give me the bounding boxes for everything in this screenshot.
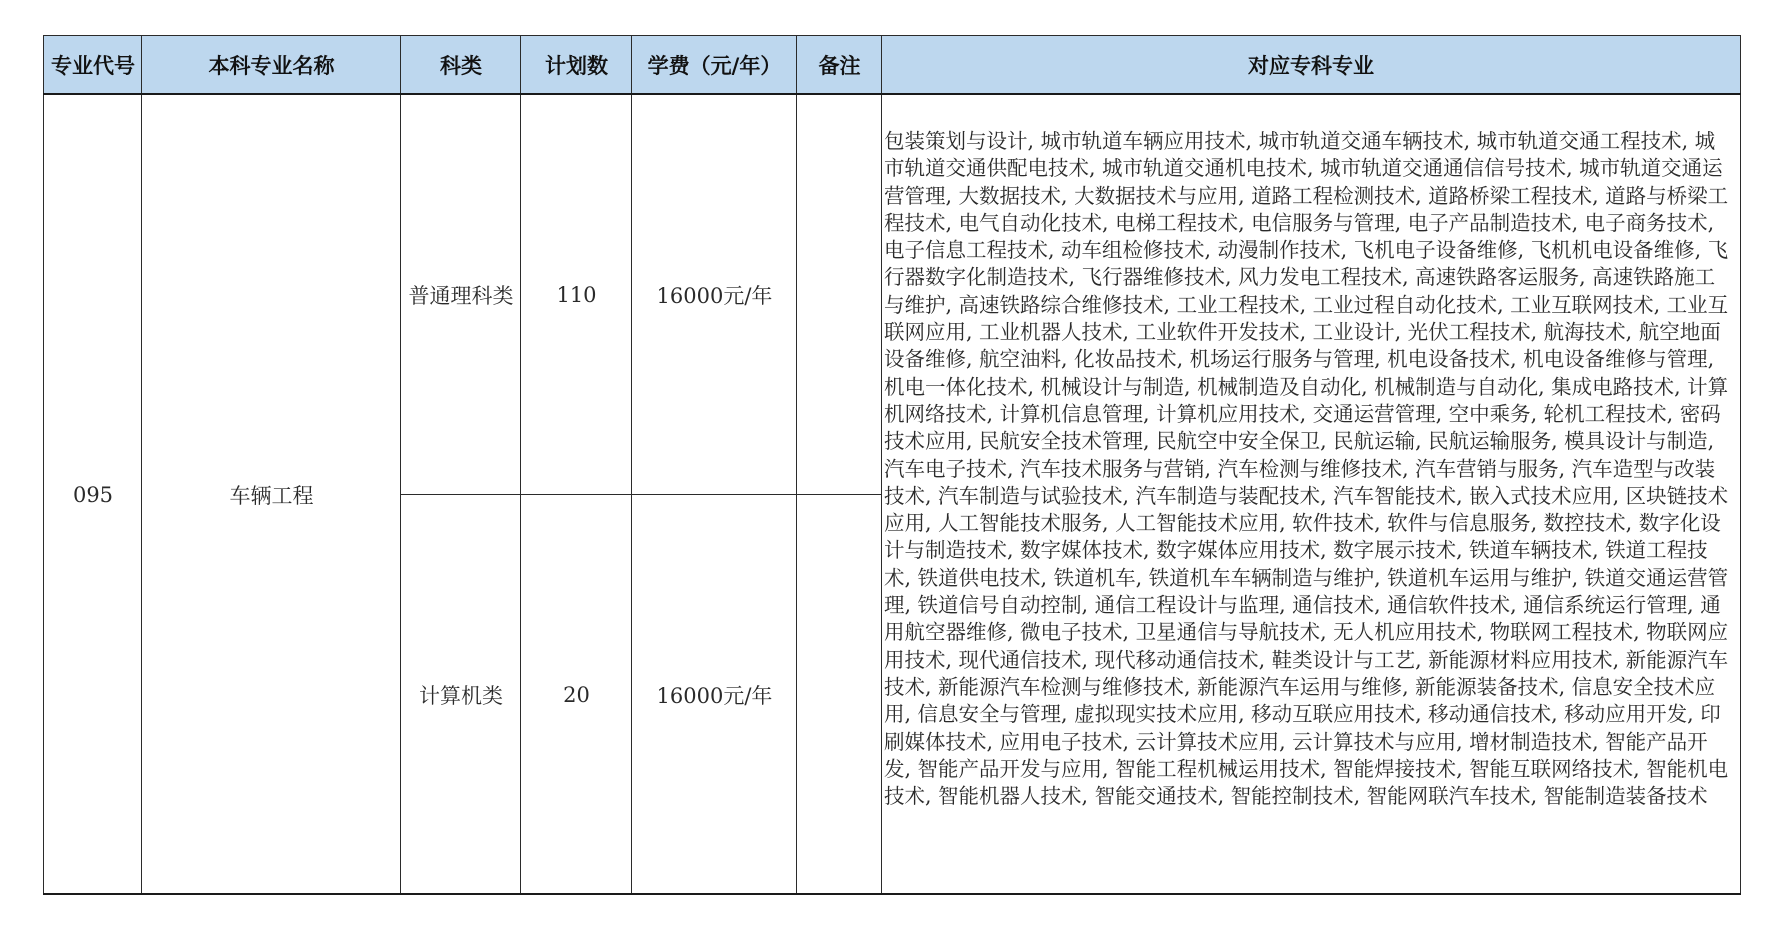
grid-line [520, 35, 521, 895]
header-name-label: 本科专业名称 [208, 53, 335, 78]
grid-line [400, 494, 882, 495]
header-name [142, 36, 401, 93]
header-related-label: 对应专科专业 [1248, 53, 1374, 78]
grid-line [400, 35, 401, 895]
tuition-cell-2 [632, 495, 797, 895]
tuition-cell-1 [632, 95, 797, 495]
grid-line [43, 35, 1741, 36]
header-plan-label: 计划数 [545, 53, 608, 78]
plan-1: 110 [556, 283, 597, 307]
header-remark [797, 36, 882, 93]
related-majors-text: 包装策划与设计, 城市轨道车辆应用技术, 城市轨道交通车辆技术, 城市轨道交通工程技术, 城市轨道交通供配电技术, 城市轨道交通机电技术, 城市轨道交通通信信号技术, 城市轨道交通运营管理, 大数据技术, 大数据技术与应用, 道路工程检测技术, 道路桥梁工程技术, 道路与桥梁工程技术, 电气自动化技术, 电梯工程技术, 电信服务与管理, 电子产品制造技术, 电子商务技术, 电子信息工程技术, 动车组检修技术, 动漫制作技术, 飞机电子设备维修, 飞机机电设备维修, 飞行器数字化制造技术, 飞行器维修技术, 风力发电工程技术, 高速铁路客运服务, 高速铁路施工与维护, 高速铁路综合维修技术, 工业工程技术, 工业过程自动化技术, 工业互联网技术, 工业互联网应用, 工业机器人技术, 工业软件开发技术, 工业设计, 光伏工程技术, 航海技术, 航空地面设备维修, 航空油料, 化妆品技术, 机场运行服务与管理, 机电设备技术, 机电设备维修与管理, 机电一体化技术, 机械设计与制造, 机械制造及自动化, 机械制造与自动化, 集成电路技术, 计算机网络技术, 计算机信息管理, 计算机应用技术, 交通运营管理, 空中乘务, 轮机工程技术, 密码技术应用, 民航安全技术管理, 民航空中安全保卫, 民航运输, 民航运输服务, 模具设计与制造, 汽车电子技术, 汽车技术服务与营销, 汽车检测与维修技术, 汽车营销与服务, 汽车造型与改装技术, 汽车制造与试验技术, 汽车制造与装配技术, 汽车智能技术, 嵌入式技术应用, 区块链技术应用, 人工智能技术服务, 人工智能技术应用, 软件技术, 软件与信息服务, 数控技术, 数字化设计与制造技术, 数字媒体技术, 数字媒体应用技术, 数字展示技术, 铁道车辆技术, 铁道工程技术, 铁道供电技术, 铁道机车, 铁道机车车辆制造与维护, 铁道机车运用与维护, 铁道交通运营管理, 铁道信号自动控制, 通信工程设计与监理, 通信技术, 通信软件技术, 通信系统运行管理, 通用航空器维修, 微电子技术, 卫星通信与导航技术, 无人机应用技术, 物联网工程技术, 物联网应用技术, 现代通信技术, 现代移动通信技术, 鞋类设计与工艺, 新能源材料应用技术, 新能源汽车技术, 新能源汽车检测与维修技术, 新能源汽车运用与维修, 新能源装备技术, 信息安全技术应用, 信息安全与管理, 虚拟现实技术应用, 移动互联应用技术, 移动通信技术, 移动应用开发, 印刷媒体技术, 应用电子技术, 云计算技术应用, 云计算技术与应用, 增材制造技术, 智能产品开发, 智能产品开发与应用, 智能工程机械运用技术, 智能焊接技术, 智能互联网络技术, 智能机电技术, 智能机器人技术, 智能交通技术, 智能控制技术, 智能网联汽车技术, 智能制造装备技术 [884, 129, 1729, 809]
major-code-cell [44, 95, 142, 895]
tuition-1: 16000元/年 [656, 284, 773, 308]
header-plan [521, 36, 632, 93]
grid-line [141, 35, 142, 895]
plan-2: 20 [563, 683, 590, 707]
grid-line [43, 35, 44, 895]
plan-cell-2 [521, 495, 632, 895]
major-code: 095 [72, 483, 114, 507]
grid-line [881, 35, 882, 895]
category-1: 普通理科类 [408, 284, 514, 308]
grid-line [796, 35, 797, 895]
major-name-cell [142, 95, 401, 895]
category-cell-2 [401, 495, 521, 895]
header-related [882, 36, 1740, 93]
category-2: 计算机类 [419, 684, 503, 708]
grid-line [43, 93, 1741, 95]
header-code [44, 36, 142, 93]
header-category-label: 科类 [440, 53, 482, 78]
major-name: 车辆工程 [229, 484, 314, 508]
grid-line [631, 35, 632, 895]
header-code-label: 专业代号 [51, 53, 135, 78]
grid-line [43, 893, 1741, 895]
tuition-2: 16000元/年 [656, 684, 773, 708]
remark-cell-1 [797, 95, 882, 495]
remark-cell-2 [797, 495, 882, 895]
header-tuition-label: 学费（元/年） [647, 53, 782, 78]
category-cell-1 [401, 95, 521, 495]
header-category [401, 36, 521, 93]
grid-line [1740, 35, 1741, 895]
plan-cell-1 [521, 95, 632, 495]
header-tuition [632, 36, 797, 93]
header-remark-label: 备注 [818, 53, 861, 78]
